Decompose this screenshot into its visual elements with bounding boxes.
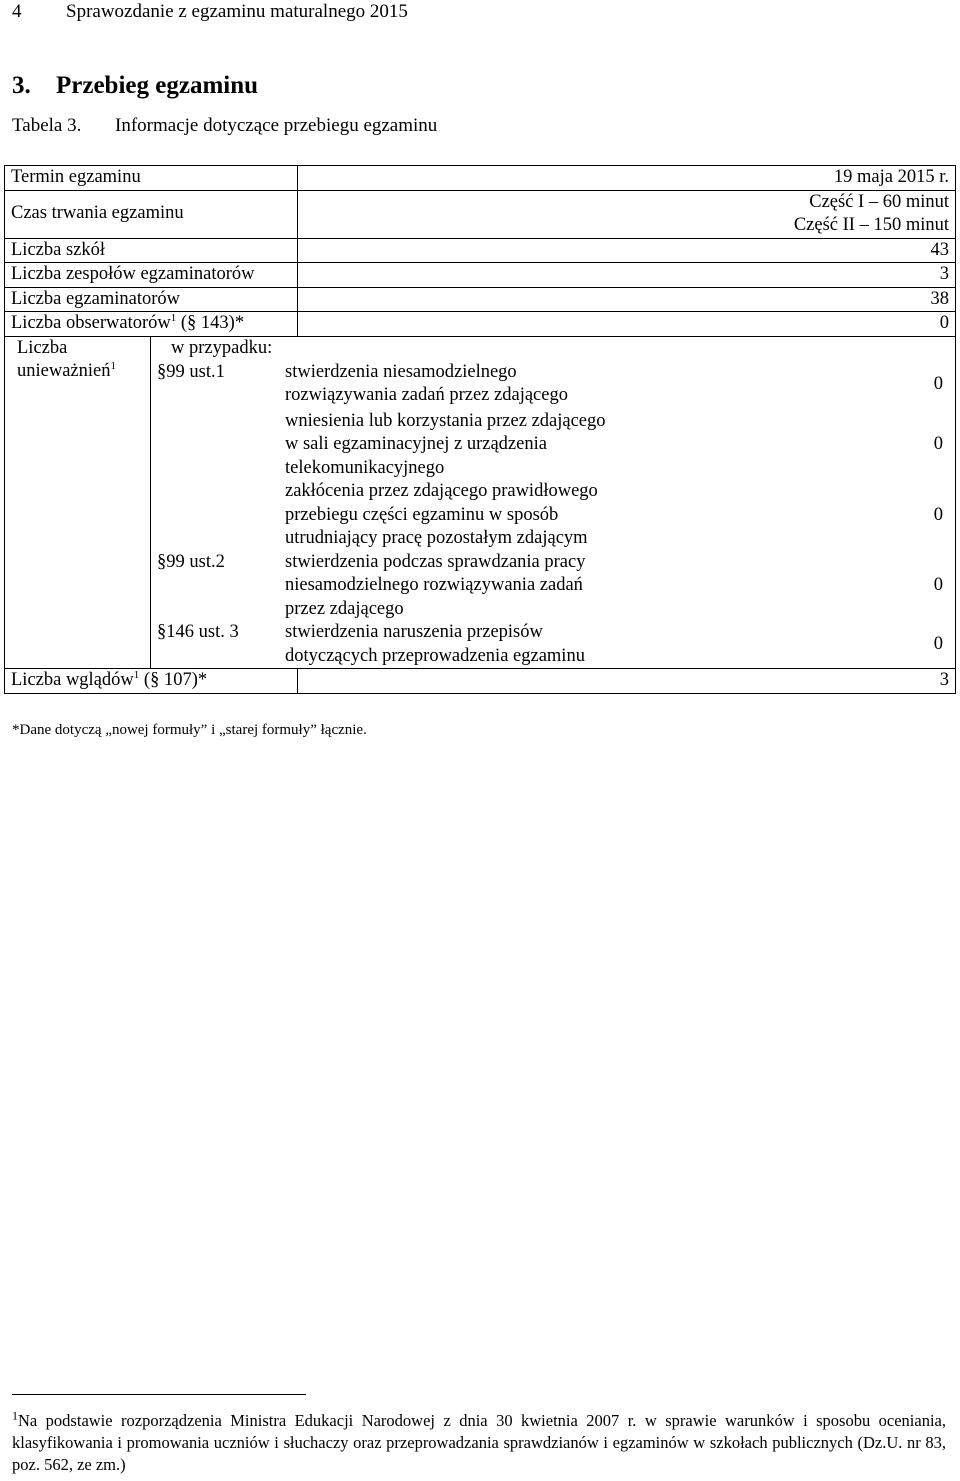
czas-label: Czas trwania egzaminu bbox=[5, 190, 298, 238]
table-row bbox=[5, 669, 956, 694]
table-caption bbox=[12, 115, 437, 137]
termin-label: Termin egzaminu bbox=[5, 166, 298, 191]
table-caption-label: Tabela 3. bbox=[12, 115, 82, 136]
uniewaznien-label-2-text: unieważnień bbox=[17, 361, 111, 381]
uniewaznien-value: 0 bbox=[933, 434, 943, 454]
page-number: 4 bbox=[12, 1, 22, 22]
uniewaznien-desc-line: utrudniający pracę pozostałym zdającym bbox=[285, 528, 588, 548]
uniewaznien-label-2 bbox=[17, 360, 150, 384]
uniewaznien-desc bbox=[275, 361, 903, 410]
czas-value-2: Część II – 150 minut bbox=[793, 215, 949, 235]
czas-value-1: Część I – 60 minut bbox=[809, 191, 949, 212]
section-title: Przebieg egzaminu bbox=[56, 72, 259, 99]
uniewaznien-row bbox=[11, 551, 949, 622]
uniewaznien-table bbox=[11, 337, 949, 669]
uniewaznien-desc bbox=[275, 480, 903, 551]
table-row bbox=[5, 263, 956, 288]
uniewaznien-cell bbox=[5, 336, 956, 669]
uniewaznien-desc bbox=[275, 410, 903, 481]
uniewaznien-value: 0 bbox=[933, 374, 943, 395]
section-number: 3. bbox=[12, 72, 31, 99]
uniewaznien-desc-line: w sali egzaminacyjnej z urządzenia bbox=[285, 434, 547, 454]
footnote bbox=[12, 1410, 946, 1476]
wgladow-label bbox=[5, 669, 298, 694]
uniewaznien-desc bbox=[275, 621, 903, 668]
uniewaznien-row bbox=[11, 621, 949, 668]
w-przypadku-label: w przypadku: bbox=[171, 337, 273, 358]
table-row bbox=[5, 312, 956, 337]
uniewaznien-desc-line: rozwiązywania zadań przez zdającego bbox=[285, 385, 568, 405]
uniewaznien-row bbox=[11, 480, 949, 551]
uniewaznien-desc-line: wniesienia lub korzystania przez zdającego bbox=[285, 410, 606, 431]
uniewaznien-desc-line: przebiegu części egzaminu w sposób bbox=[285, 504, 559, 525]
uniewaznien-section bbox=[151, 480, 276, 551]
uniewaznien-section bbox=[151, 410, 276, 481]
uniewaznien-label-1: Liczba bbox=[17, 337, 68, 358]
uniewaznien-value: 0 bbox=[933, 504, 943, 525]
table-row bbox=[5, 190, 956, 238]
uniewaznien-value: 0 bbox=[933, 633, 943, 654]
szkol-value: 43 bbox=[298, 238, 956, 263]
footnote-ref: 1 bbox=[170, 311, 177, 324]
section-heading bbox=[12, 72, 258, 100]
termin-value: 19 maja 2015 r. bbox=[298, 166, 956, 191]
table-row bbox=[5, 238, 956, 263]
uniewaznien-desc-line: przez zdającego bbox=[285, 598, 404, 619]
uniewaznien-value: 0 bbox=[933, 575, 943, 595]
uniewaznien-desc-line: stwierdzenia niesamodzielnego bbox=[285, 361, 517, 382]
obserwatorow-label-text: Liczba obserwatorów bbox=[11, 313, 171, 333]
zespolow-value: 3 bbox=[298, 263, 956, 288]
uniewaznien-desc-line: dotyczących przeprowadzenia egzaminu bbox=[285, 645, 585, 666]
obserwatorow-section: (§ 143)* bbox=[176, 313, 245, 333]
footnote-marker: 1 bbox=[12, 1408, 18, 1423]
table-note: *Dane dotyczą „nowej formuły” i „starej formuły” łącznie. bbox=[12, 722, 367, 738]
obserwatorow-value: 0 bbox=[298, 312, 956, 337]
table-row bbox=[5, 287, 956, 312]
uniewaznien-label bbox=[11, 337, 151, 669]
footnote-separator bbox=[12, 1394, 306, 1395]
wgladow-section: (§ 107)* bbox=[139, 670, 208, 690]
uniewaznien-desc-line: stwierdzenia podczas sprawdzania pracy bbox=[285, 551, 586, 572]
footnote-text: Na podstawie rozporządzenia Ministra Edukacji Narodowej z dnia 30 kwietnia 2007 r. w sprawie warunków i sposobu oceniania, klasyfikowania i promowania uczniów i słuchaczy oraz przeprowadzania sprawdzianów i egzaminów w szkołach publicznych (Dz.U. nr 83, poz. 562, ze zm.) bbox=[12, 1411, 946, 1474]
uniewaznien-row bbox=[11, 410, 949, 481]
uniewaznien-section: §99 ust.1 bbox=[157, 361, 225, 382]
footnote-ref: 1 bbox=[133, 668, 140, 681]
obserwatorow-label bbox=[5, 312, 298, 337]
egzaminatorow-label: Liczba egzaminatorów bbox=[5, 287, 298, 312]
wgladow-value: 3 bbox=[298, 669, 956, 694]
uniewaznien-desc-line: stwierdzenia naruszenia przepisów bbox=[285, 622, 543, 642]
page-header bbox=[12, 0, 408, 24]
table-row bbox=[5, 166, 956, 191]
uniewaznien-desc bbox=[275, 551, 903, 622]
table-caption-text: Informacje dotyczące przebiegu egzaminu bbox=[115, 115, 438, 136]
uniewaznien-desc-line: zakłócenia przez zdającego prawidłowego bbox=[285, 481, 598, 501]
szkol-label: Liczba szkół bbox=[5, 238, 298, 263]
zespolow-label: Liczba zespołów egzaminatorów bbox=[5, 263, 298, 288]
uniewaznien-desc-line: telekomunikacyjnego bbox=[285, 457, 445, 478]
wgladow-label-text: Liczba wglądów bbox=[11, 670, 134, 690]
uniewaznien-section: §146 ust. 3 bbox=[157, 622, 239, 642]
table-row bbox=[5, 336, 956, 669]
footnote-ref: 1 bbox=[110, 359, 116, 372]
uniewaznien-row bbox=[11, 361, 949, 410]
header-title: Sprawozdanie z egzaminu maturalnego 2015 bbox=[66, 1, 408, 22]
uniewaznien-section: §99 ust.2 bbox=[157, 551, 225, 572]
egzaminatorow-value: 38 bbox=[298, 287, 956, 312]
uniewaznien-desc-line: niesamodzielnego rozwiązywania zadań bbox=[285, 575, 583, 595]
exam-info-table bbox=[4, 165, 956, 694]
czas-value bbox=[298, 190, 956, 238]
